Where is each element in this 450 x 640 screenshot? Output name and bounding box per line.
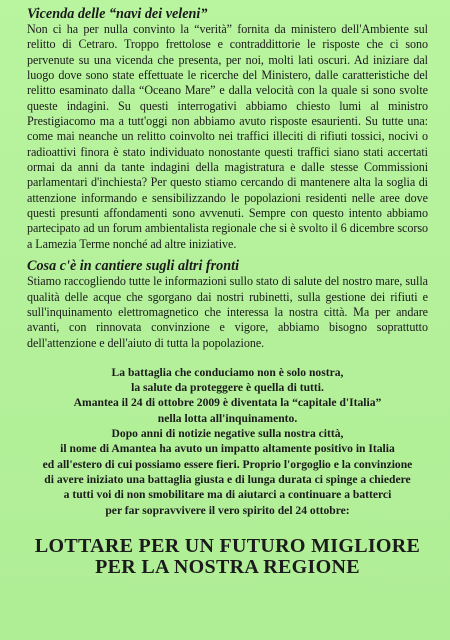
- appeal-line: ed all'estero di cui possiamo essere fieri. Proprio l'orgoglio e la convinzione: [42, 457, 413, 471]
- appeal-block: [27, 365, 428, 518]
- section-heading: Vicenda delle “navi dei veleni”: [27, 6, 208, 22]
- slogan-line: PER LA NOSTRA REGIONE: [95, 555, 360, 578]
- appeal-line: per far sopravvivere il vero spirito del 24 ottobre:: [105, 503, 350, 517]
- appeal-line: Dopo anni di notizie negative sulla nostra città,: [111, 427, 344, 441]
- section-heading: Cosa c'è in cantiere sugli altri fronti: [27, 258, 240, 275]
- section-text: Non ci ha per nulla convinto la “verità” fornita da ministero dell'Ambiente sul relitto di Cetraro. Troppo frettolose e contraddittorie le risposte che ci sono pervenute su una vicenda che presenta, per noi, molti lati oscuri. Ad iniziare dal luogo dove sono state effettuate le ricerche del Ministero, dalle caratteristiche del relitto esaminato dalla “Oceano Mare” e dalla velocità con la quale si sono svolte queste indagini. Su questi interrogativi abbiamo chiesto lumi al ministro Prestigiacomo ma a tutt'oggi non abbiamo avuto risposte esaurienti. Su tutte una: come mai neanche un relitto coinvolto nei traffici illeciti di rifiuti tossici, nocivi o radioattivi finora è stato individuato nonostante questi traffici siano stati accertati ormai da anni da tante indagini della magistratura e dalle stesse Commissioni parlamentari d'inchiesta? Per questo stiamo cercando di mantenere alta la soglia di attenzione informando e sensibilizzando le popolazioni residenti nelle aree dove questi presunti affondamenti sono avvenuti. Sempre con questo intento abbiamo partecipato ad un forum ambientalista regionale che si è svolto il 6 dicembre scorso a Lamezia Terme nonché ad altre iniziative.: [27, 22, 428, 251]
- section-cantiere: [27, 258, 428, 351]
- appeal-line: La battaglia che conduciamo non è solo nostra,: [111, 365, 344, 379]
- appeal-line: nella lotta all'inquinamento.: [157, 411, 298, 425]
- appeal-line: a tutti voi di non smobilitare ma di aiutarci a continuare a batterci: [63, 488, 392, 502]
- slogan: [27, 536, 428, 578]
- slogan-line: LOTTARE PER UN FUTURO MIGLIORE: [34, 534, 421, 557]
- section-navi-dei-veleni: [27, 6, 428, 252]
- appeal-line: di avere iniziato una battaglia giusta e di lunga durata ci spinge a chiedere: [44, 472, 411, 486]
- appeal-line: Amantea il 24 di ottobre 2009 è diventata la “capitale d'Italia”: [73, 396, 382, 410]
- section-text: Stiamo raccogliendo tutte le informazioni sullo stato di salute del nostro mare, sulla qualità delle acque che sgorgano dai nostri rubinetti, sulla gestione dei rifiuti e sull'inquinamento elettromagnetico che interessa la nostra città. Ma per andare avanti, con rinnovata convinzione e vigore, abbiamo bisogno soprattutto dell'attenzione e dell'aiuto di tutta la popolazione.: [27, 274, 428, 350]
- appeal-line: la salute da proteggere è quella di tutti.: [131, 381, 324, 395]
- appeal-line: il nome di Amantea ha avuto un impatto altamente positivo in Italia: [60, 442, 395, 456]
